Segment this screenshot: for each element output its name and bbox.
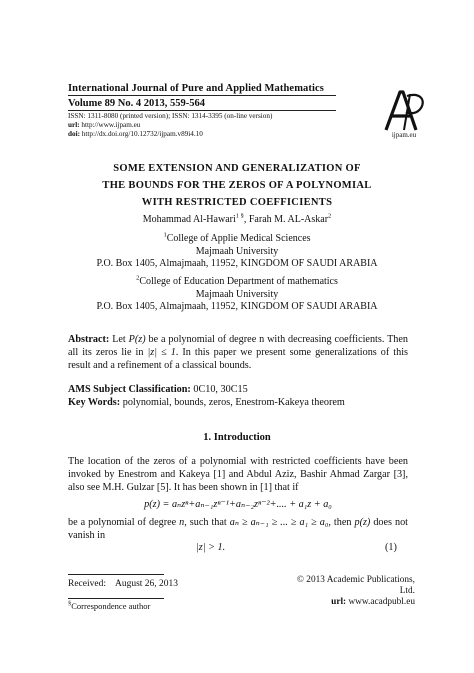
paper-title [60, 160, 414, 211]
journal-url[interactable]: http://www.ijpam.eu [81, 121, 141, 129]
para2-text-a: be a polynomial of degree [68, 517, 180, 528]
copyright-block [285, 575, 415, 608]
volume-line: Volume 89 No. 4 2013, 559-564 [68, 98, 205, 109]
affil-1-sup: 1 [163, 231, 167, 239]
author-2-sup: 2 [328, 212, 332, 220]
para2-condition: aₙ ≥ aₙ₋₁ ≥ ... ≥ a₁ ≥ a₀ [229, 517, 329, 528]
correspondence-footnote [68, 601, 150, 611]
copyright-text: © 2013 Academic Publications, Ltd. [296, 575, 415, 596]
title-line-1: SOME EXTENSION AND GENERALIZATION OF [113, 163, 361, 174]
affil-2-line-3: P.O. Box 1405, Almajmaah, 11952, KINGDOM OF SAUDI ARABIA [96, 301, 378, 312]
ams-classification [68, 383, 408, 396]
footer-rule [68, 574, 164, 575]
corr-sup: § [68, 600, 72, 608]
header-rule-bottom [68, 110, 336, 111]
title-line-3: WITH RESTRICTED COEFFICIENTS [141, 197, 333, 208]
issn-line: ISSN: 1311-8080 (printed version); ISSN: 1314-3395 (on-line version) [68, 112, 273, 120]
intro-paragraph-2 [68, 516, 408, 542]
polynomial-formula: p(z) = aₙzⁿ+aₙ₋₁zⁿ⁻¹+aₙ₋₂zⁿ⁻²+.... + a₁z + a₀ [144, 499, 332, 510]
inequality: |z| > 1. [196, 542, 226, 553]
header-rule-top [68, 95, 336, 96]
abstract-text-1: Let [109, 334, 129, 345]
para2-text-d: does not vanish in [68, 517, 409, 542]
url-line [68, 121, 140, 130]
para2-pz: p(z) [354, 517, 371, 528]
ams-label: AMS Subject Classification: [68, 384, 191, 395]
title-line-2: THE BOUNDS FOR THE ZEROS OF A POLYNOMIAL [102, 180, 372, 191]
author-2: , Farah M. AL-Askar [243, 214, 329, 225]
affil-2-sup: 2 [136, 274, 140, 282]
author-1-sup: 1 § [235, 212, 244, 220]
keywords-label: Key Words: [68, 397, 121, 408]
affiliation-1 [60, 233, 414, 271]
publisher-url[interactable]: www.acadpubl.eu [348, 597, 415, 607]
journal-title: International Journal of Pure and Applied Mathematics [68, 83, 324, 94]
section-heading-introduction: 1. Introduction [203, 432, 271, 443]
affil-1-line-2: Majmaah University [195, 245, 279, 257]
ams-value: 0C10, 30C15 [193, 384, 248, 395]
footnote-rule [68, 598, 164, 599]
url-label: url: [68, 121, 80, 129]
abstract-condition: |z| ≤ 1 [147, 347, 176, 359]
para2-n: n [179, 517, 185, 528]
abstract-label: Abstract: [68, 334, 110, 345]
equation-number: (1) [385, 542, 397, 553]
doi-link[interactable]: http://dx.doi.org/10.12732/ijpam.v89i4.10 [81, 130, 203, 138]
affil-1-line-1: College of Applie Medical Sciences [166, 233, 311, 244]
received-label: Received: [68, 579, 106, 589]
doi-label: doi: [68, 130, 80, 138]
affil-2-line-2: Majmaah University [195, 288, 279, 300]
affil-1-line-3: P.O. Box 1405, Almajmaah, 11952, KINGDOM OF SAUDI ARABIA [96, 258, 378, 269]
para2-text-b: , such that [184, 517, 230, 528]
corr-text: Correspondence author [71, 601, 151, 611]
abstract [68, 333, 408, 373]
logo-caption: ijpam.eu [391, 131, 417, 139]
affiliation-2 [60, 276, 414, 314]
received-line [68, 579, 178, 589]
key-words [68, 396, 408, 409]
affil-2-line-1: College of Education Department of mathematics [139, 276, 338, 287]
received-date: August 26, 2013 [114, 579, 179, 589]
publisher-url-label: url: [331, 597, 347, 607]
abstract-text-3: . In this paper we present some generalizations of this result and a refinement of a classical bounds. [68, 347, 408, 372]
intro-paragraph-1: The location of the zeros of a polynomial with restricted coefficients have been invoked by Enestrom and Kakeya [1] and Abdul Aziz, Bashir Ahmad Zargar [3], also see M.H. Gulzar [5]. It has been shown in [1] that if [68, 456, 408, 494]
doi-line [68, 130, 203, 139]
para2-text-c: , then [328, 517, 355, 528]
abstract-text-2: be a polynomial of degree n with decreasing coefficients. Then all its zeros lie in [68, 334, 409, 359]
keywords-value: polynomial, bounds, zeros, Enestrom-Kakeya theorem [122, 397, 345, 408]
abstract-pz: P(z) [128, 334, 146, 345]
author-line [60, 214, 414, 227]
author-1: Mohammad Al-Hawari [142, 214, 236, 225]
